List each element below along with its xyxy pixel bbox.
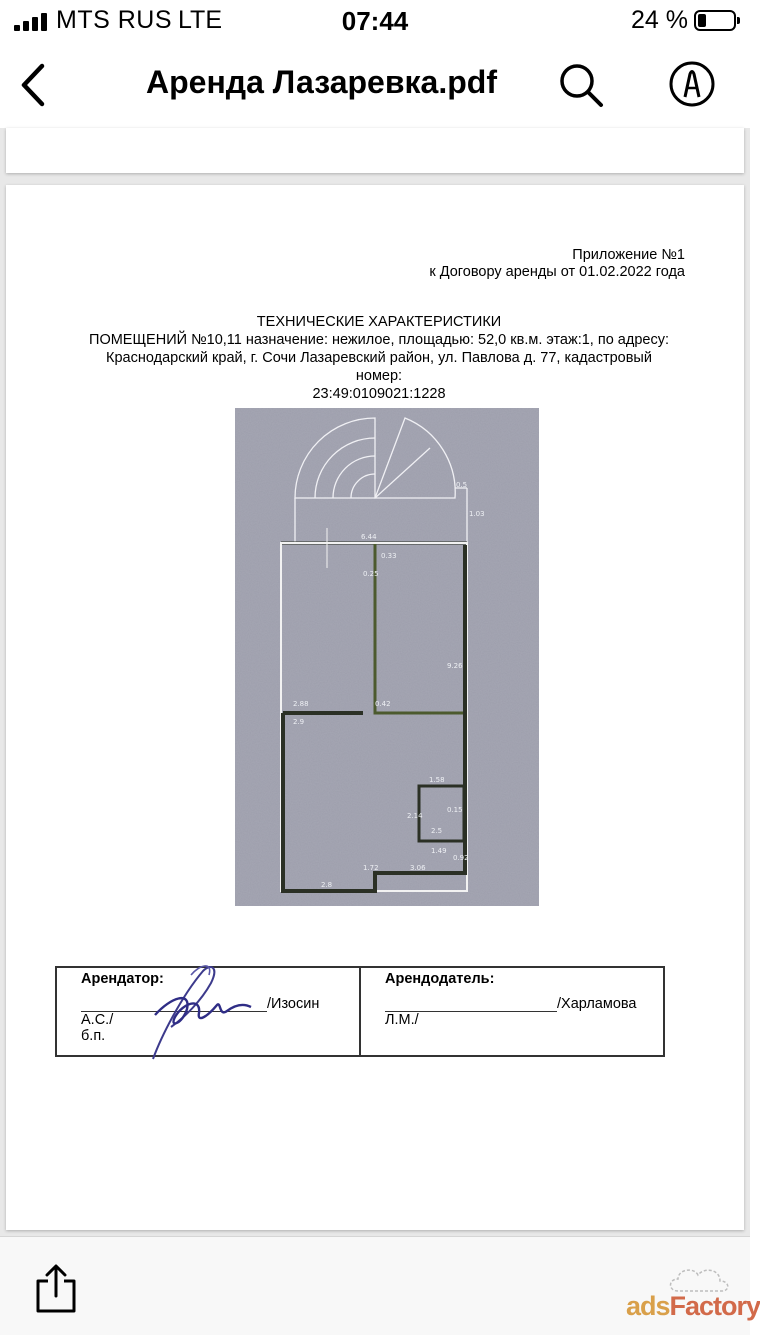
landlord-label: Арендодатель: [385, 971, 495, 987]
tenant-label: Арендатор: [81, 971, 164, 987]
back-button[interactable] [14, 60, 54, 110]
chevron-left-icon [14, 60, 54, 110]
heading-address: Краснодарский край, г. Сочи Лазаревский район, ул. Павлова д. 77, кадастровый номер: [106, 350, 652, 384]
plan-dimension: 0.92 [453, 854, 469, 862]
tenant-note: б.п. [81, 1028, 106, 1044]
landlord-cell [360, 967, 664, 1056]
plan-dimension: 1.58 [429, 776, 445, 784]
carrier-name: MTS RUS [56, 6, 172, 34]
bottom-toolbar [0, 1236, 760, 1335]
plan-dimension: 2.5 [431, 827, 443, 835]
pdf-page [6, 185, 744, 1230]
share-icon [34, 1263, 78, 1315]
watermark-prefix: ads [626, 1291, 670, 1321]
annex-title: Приложение №1 [572, 247, 685, 263]
plan-dimension: 0.25 [363, 570, 379, 578]
heading-premises: ПОМЕЩЕНИЙ №10,11 назначение: нежилое, площадью: 52,0 кв.м. этаж:1, по адресу: [89, 332, 669, 348]
plan-dimension: 0.33 [381, 552, 397, 560]
pdf-viewer[interactable] [0, 128, 750, 1236]
plan-dimension: 3.06 [410, 864, 426, 872]
plan-dimension: 6.44 [361, 533, 377, 541]
markup-pen-icon [668, 60, 716, 108]
plan-dimension: 0.15 [447, 806, 463, 814]
watermark-text [626, 1291, 760, 1322]
plan-dimension: 2.8 [321, 881, 333, 889]
watermark-suffix: Factory [669, 1291, 760, 1321]
plan-dimension: 1.49 [431, 847, 447, 855]
search-icon [556, 60, 606, 110]
plan-dimension: 2.9 [293, 718, 305, 726]
network-type: LTE [178, 6, 222, 34]
plan-dimension: 1.03 [469, 510, 485, 518]
plan-dimension: 1.72 [363, 864, 379, 872]
document-title: Аренда Лазаревка.pdf [146, 64, 497, 100]
heading-title: ТЕХНИЧЕСКИЕ ХАРАКТЕРИСТИКИ [256, 314, 502, 330]
landlord-name-continued: Л.М./ [385, 1012, 419, 1028]
annex-subtitle: к Договору аренды от 01.02.2022 года [429, 264, 685, 280]
landlord-signature-line [385, 995, 557, 1012]
previous-page [6, 128, 744, 173]
heading-cadastral-number: 23:49:0109021:1228 [312, 386, 446, 402]
search-button[interactable] [556, 60, 606, 110]
annex-header [429, 247, 685, 281]
clock: 07:44 [341, 6, 409, 36]
landlord-name: /Харламова [557, 996, 637, 1012]
navigation-bar [0, 42, 750, 128]
plan-dimension: 2.14 [407, 812, 423, 820]
plan-dimension: 9.26 [447, 662, 463, 670]
tenant-signature [141, 957, 256, 1067]
battery-icon [694, 10, 736, 31]
status-bar [0, 0, 750, 42]
adsfactory-watermark [622, 1263, 760, 1335]
share-button[interactable] [34, 1263, 78, 1315]
plan-dimension: 0.5 [456, 481, 468, 489]
plan-dimension: 2.88 [293, 700, 309, 708]
document-heading [88, 313, 670, 403]
markup-button[interactable] [668, 60, 716, 108]
tenant-name: /Изосин А.С./ [81, 996, 320, 1028]
plan-dimension: 0.42 [375, 700, 391, 708]
floor-plan-image [235, 408, 539, 906]
battery-percent: 24 % [631, 6, 688, 34]
